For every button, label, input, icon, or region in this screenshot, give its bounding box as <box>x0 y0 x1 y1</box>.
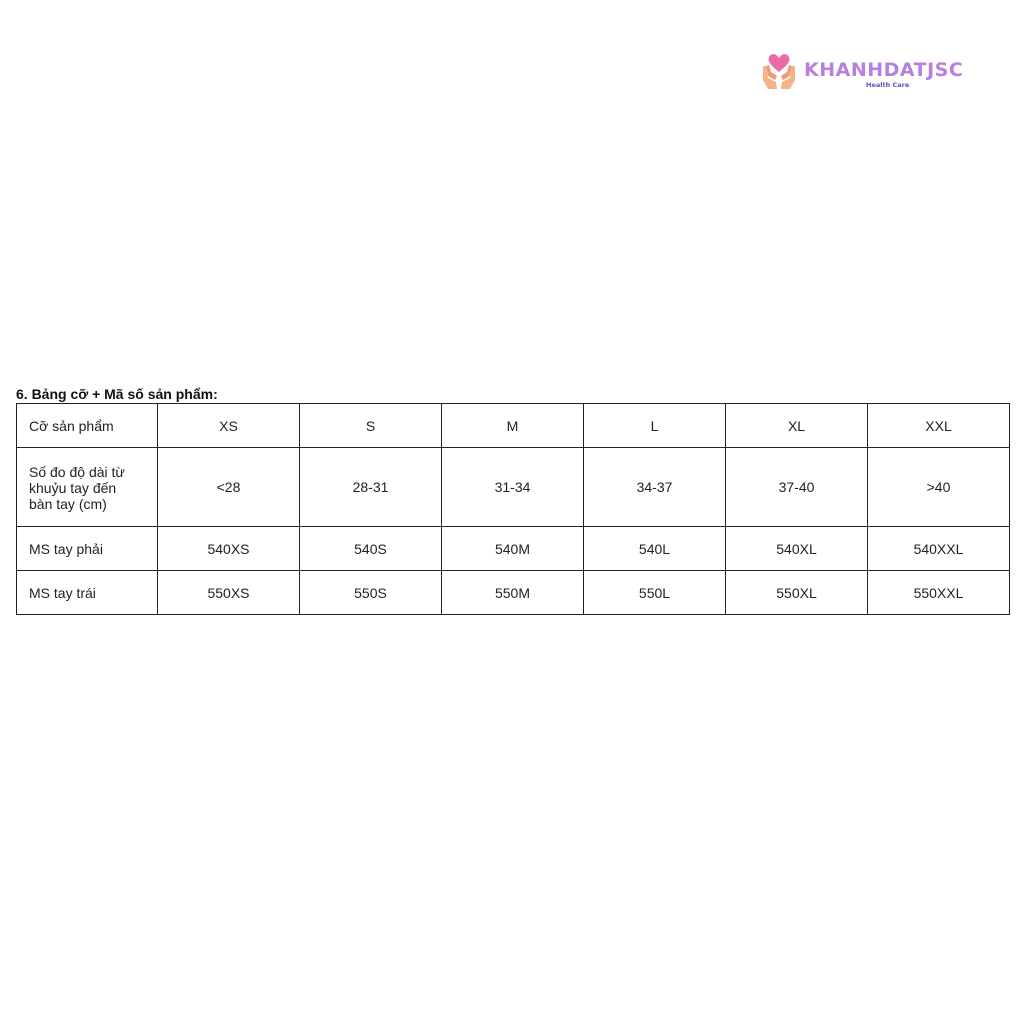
size-cell: L <box>584 404 726 448</box>
code-cell: 540L <box>584 527 726 571</box>
brand-tagline: Health Care <box>866 81 910 89</box>
measurement-row <box>17 448 1010 527</box>
row-label <box>17 527 158 571</box>
row-label-line: Số đo độ dài từ <box>29 464 125 480</box>
code-cell: 540XS <box>158 527 300 571</box>
size-cell: XXL <box>868 404 1010 448</box>
row-label-line: MS tay trái <box>29 584 96 601</box>
measurement-cell: <28 <box>158 448 300 527</box>
measurement-cell: 34-37 <box>584 448 726 527</box>
size-row <box>17 404 1010 448</box>
row-label-line: Cỡ sản phẩm <box>29 417 114 434</box>
code-cell: 540S <box>300 527 442 571</box>
code-cell: 550S <box>300 571 442 615</box>
code-cell: 550XL <box>726 571 868 615</box>
heart-hands-icon <box>760 50 798 90</box>
code-cell: 550XS <box>158 571 300 615</box>
size-cell: S <box>300 404 442 448</box>
brand-logo <box>760 50 980 94</box>
code-cell: 540M <box>442 527 584 571</box>
code-cell: 550M <box>442 571 584 615</box>
row-label-line: bàn tay (cm) <box>29 496 107 512</box>
size-cell: M <box>442 404 584 448</box>
code-cell: 540XXL <box>868 527 1010 571</box>
measurement-cell: 37-40 <box>726 448 868 527</box>
measurement-cell: 28-31 <box>300 448 442 527</box>
right-hand-code-row <box>17 527 1010 571</box>
size-cell: XS <box>158 404 300 448</box>
section-title: 6. Bảng cỡ + Mã số sản phẩm: <box>16 386 218 402</box>
size-cell: XL <box>726 404 868 448</box>
measurement-cell: >40 <box>868 448 1010 527</box>
row-label-line: MS tay phải <box>29 540 103 557</box>
code-cell: 540XL <box>726 527 868 571</box>
left-hand-code-row <box>17 571 1010 615</box>
brand-name: KHANHDATJSC <box>804 59 964 81</box>
row-label <box>17 448 158 527</box>
size-table <box>16 403 1010 615</box>
row-label <box>17 571 158 615</box>
row-label-line: khuỷu tay đến <box>29 480 117 496</box>
measurement-cell: 31-34 <box>442 448 584 527</box>
code-cell: 550L <box>584 571 726 615</box>
code-cell: 550XXL <box>868 571 1010 615</box>
row-label <box>17 404 158 448</box>
